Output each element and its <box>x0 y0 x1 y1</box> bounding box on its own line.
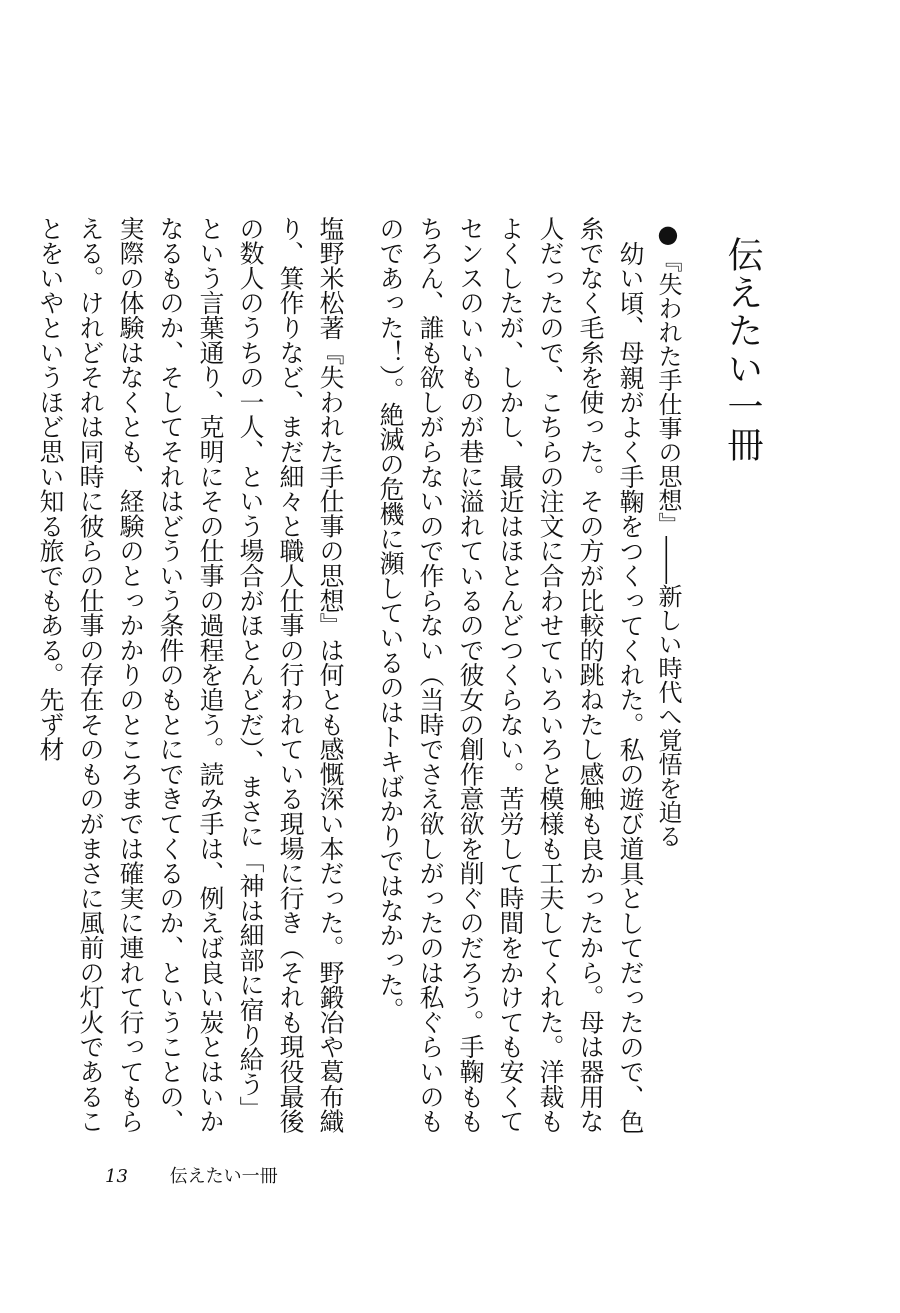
page-title: 伝えたい一冊 <box>722 236 763 464</box>
running-title: 伝えたい一冊 <box>169 1166 278 1187</box>
book-subtitle: ●『失われた手仕事の思想』――新しい時代へ覚悟を迫る <box>654 220 682 848</box>
page-footer <box>105 1168 278 1186</box>
paragraph-1: 幼い頃、母親がよく手鞠をつくってくれた。私の遊び道具としてだったので、色糸でなく毛糸を使った。その方が比較的跳ねたし感触も良かったから。母は器用な人だったので、こちらの注文に合わせていろいろと模様も工夫してくれた。洋裁もよくしたが、しかし、最近はほとんどつくらない。苦労して時間をかけても安くてセンスのいいものが巷に溢れているので彼女の創作意欲を削ぐのだろう。手鞠ももちろん、誰も欲しがらないので作らない（当時でさえ欲しがったのは私ぐらいのものであった！）。絶滅の危機に瀕しているのはトキばかりではなかった。 <box>376 216 645 1134</box>
page-number: 13 <box>105 1166 128 1187</box>
paragraph-2: 塩野米松著『失われた手仕事の思想』は何とも感慨深い本だった。野鍛冶や葛布織り、箕作りなど、まだ細々と職人仕事の行われている現場に行き（それも現役最後の数人のうちの一人、という場合がほとんどだ）、まさに「神は細部に宿り給う」という言葉通り、克明にその仕事の過程を追う。読み手は、例えば良い炭とはいかなるものか、そしてそれはどういう条件のもとにできてくるのか、ということの、実際の体験はなくとも、経験のとっかかりのところまでは確実に連れて行ってもらえる。けれどそれは同時に彼らの仕事の存在そのものがまさに風前の灯火であることをいやというほど思い知る旅でもある。先ず材 <box>36 216 345 1134</box>
body-text <box>30 216 650 1136</box>
